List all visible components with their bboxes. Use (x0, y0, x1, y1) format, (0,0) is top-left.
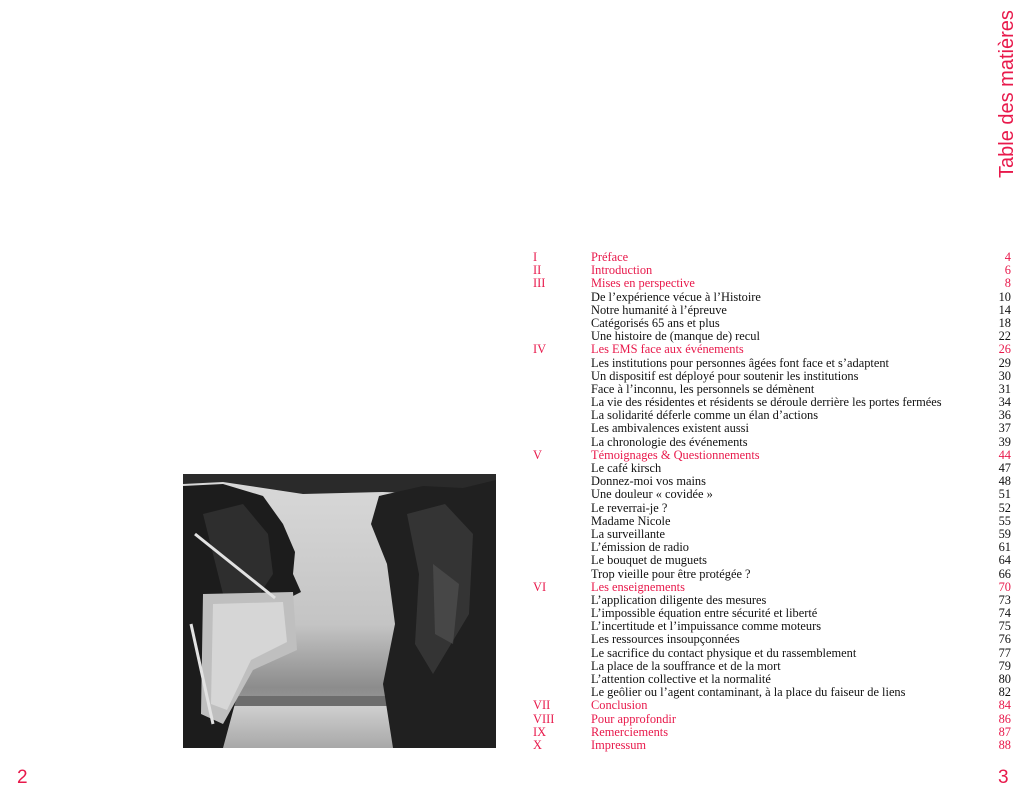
toc-chapter-row (533, 713, 1011, 726)
toc-page-number: 39 (998, 434, 1011, 449)
toc-title: Madame Nicole (591, 513, 671, 528)
toc-title: L’attention collective et la normalité (591, 672, 771, 686)
toc-page-number: 22 (998, 329, 1011, 344)
toc-title: Le sacrifice du contact physique et du rassemblement (591, 645, 857, 660)
toc-page-number: 37 (998, 421, 1011, 436)
toc-title: Notre humanité à l’épreuve (591, 302, 727, 317)
toc-title: La solidarité déferle comme un élan d’actions (591, 408, 819, 423)
toc-entry-row (533, 436, 1011, 449)
toc-page-number: 48 (998, 474, 1011, 489)
toc-title: Un dispositif est déployé pour soutenir les institutions (591, 368, 859, 383)
toc-page-number: 70 (998, 579, 1011, 594)
toc-title: Les institutions pour personnes âgées font face et s’adaptent (591, 355, 889, 370)
toc-page-number: 8 (1004, 276, 1011, 291)
toc-page-number: 75 (998, 619, 1011, 634)
toc-page-number: 47 (998, 461, 1011, 475)
toc-page-number: 36 (998, 408, 1011, 423)
toc-title: Catégorisés 65 ans et plus (591, 315, 720, 330)
toc-page-number: 10 (998, 289, 1011, 304)
toc-chapter-number: VI (533, 579, 547, 594)
toc-chapter-number: III (533, 276, 546, 291)
toc-chapter-number: V (533, 447, 542, 462)
toc-entry-row (533, 291, 1011, 304)
toc-title: Donnez-moi vos mains (591, 474, 706, 489)
toc-title: L’incertitude et l’impuissance comme moteurs (591, 619, 822, 634)
toc-page-number: 73 (998, 592, 1011, 607)
toc-page-number: 26 (998, 342, 1011, 357)
page-number-left: 2 (17, 767, 28, 788)
toc-chapter-number: X (533, 737, 542, 752)
toc-entry-row (533, 370, 1011, 383)
toc-chapter-number: I (533, 250, 538, 264)
toc-page-number: 86 (998, 711, 1011, 726)
toc-page-number: 84 (998, 698, 1011, 713)
toc-entry-row (533, 422, 1011, 435)
toc-page-number: 34 (998, 395, 1011, 410)
toc-chapter-number: VIII (533, 711, 555, 726)
table-of-contents (533, 251, 1011, 752)
toc-page-number: 79 (998, 658, 1011, 673)
toc-entry-row (533, 304, 1011, 317)
toc-title: Témoignages & Questionnements (591, 447, 760, 462)
toc-page-number: 31 (998, 381, 1011, 396)
toc-page-number: 30 (998, 368, 1011, 383)
toc-title: Trop vieille pour être protégée ? (591, 566, 751, 581)
toc-title: La place de la souffrance et de la mort (591, 658, 781, 673)
toc-page-number: 44 (998, 447, 1011, 462)
toc-page-number: 4 (1004, 250, 1011, 264)
toc-title: Pour approfondir (591, 711, 676, 726)
toc-page-number: 74 (998, 606, 1011, 621)
page-number-right: 3 (998, 767, 1009, 788)
toc-chapter-row (533, 581, 1011, 594)
toc-entry-row (533, 357, 1011, 370)
toc-chapter-row (533, 343, 1011, 356)
toc-page-number: 87 (998, 724, 1011, 739)
toc-title: Le geôlier ou l’agent contaminant, à la place du faiseur de liens (591, 685, 906, 700)
toc-entry-row (533, 633, 1011, 646)
toc-title: Conclusion (591, 698, 648, 713)
side-title-text: Table des matières (996, 10, 1018, 178)
toc-chapter-row (533, 699, 1011, 712)
toc-page-number: 18 (998, 315, 1011, 330)
toc-title: Le café kirsch (591, 461, 662, 475)
toc-title: Face à l’inconnu, les personnels se démènent (591, 381, 815, 396)
toc-title: Mises en perspective (591, 276, 695, 291)
toc-entry-row (533, 554, 1011, 567)
toc-page-number: 52 (998, 500, 1011, 515)
toc-page-number: 77 (998, 645, 1011, 660)
toc-page-number: 76 (998, 632, 1011, 647)
toc-title: De l’expérience vécue à l’Histoire (591, 289, 761, 304)
toc-chapter-number: IX (533, 724, 547, 739)
toc-title: L’émission de radio (591, 540, 689, 555)
toc-page-number: 88 (998, 737, 1011, 752)
toc-page-number: 29 (998, 355, 1011, 370)
toc-page-number: 82 (998, 685, 1011, 700)
toc-entry-row (533, 502, 1011, 515)
toc-page-number: 51 (998, 487, 1011, 502)
toc-title: Préface (591, 250, 629, 264)
toc-page-number: 80 (998, 672, 1011, 686)
toc-chapter-number: II (533, 263, 542, 278)
toc-title: Une douleur « covidée » (591, 487, 713, 502)
toc-title: Une histoire de (manque de) recul (591, 329, 760, 344)
toc-title: Les ressources insoupçonnées (591, 632, 740, 647)
toc-title: La chronologie des événements (591, 434, 748, 449)
toc-page-number: 66 (998, 566, 1011, 581)
toc-entry-row (533, 647, 1011, 660)
toc-entry-row (533, 488, 1011, 501)
toc-title: Les ambivalences existent aussi (591, 421, 749, 436)
toc-entry-row (533, 515, 1011, 528)
toc-title: Impressum (591, 737, 647, 752)
toc-chapter-number: IV (533, 342, 547, 357)
toc-page-number: 61 (998, 540, 1011, 555)
masked-statue-photo (183, 474, 496, 748)
toc-title: Remerciements (591, 724, 669, 739)
toc-chapter-row (533, 277, 1011, 290)
toc-entry-row (533, 568, 1011, 581)
toc-title: Les EMS face aux événements (591, 342, 744, 357)
toc-chapter-row (533, 726, 1011, 739)
toc-chapter-row (533, 739, 1011, 752)
toc-page-number: 14 (998, 302, 1011, 317)
toc-title: Les enseignements (591, 579, 685, 594)
toc-page-number: 55 (998, 513, 1011, 528)
toc-title: Le reverrai-je ? (591, 500, 668, 515)
toc-title: L’application diligente des mesures (591, 592, 767, 607)
toc-page-number: 64 (998, 553, 1011, 568)
toc-title: La surveillante (591, 526, 665, 541)
toc-title: La vie des résidentes et résidents se déroule derrière les portes fermées (591, 395, 942, 410)
toc-page-number: 6 (1004, 263, 1011, 278)
toc-page-number: 59 (998, 526, 1011, 541)
toc-title: Le bouquet de muguets (591, 553, 707, 568)
toc-title: L’impossible équation entre sécurité et liberté (591, 606, 818, 621)
table-of-contents-heading (990, 6, 1024, 178)
toc-title: Introduction (591, 263, 653, 278)
toc-chapter-number: VII (533, 698, 551, 713)
